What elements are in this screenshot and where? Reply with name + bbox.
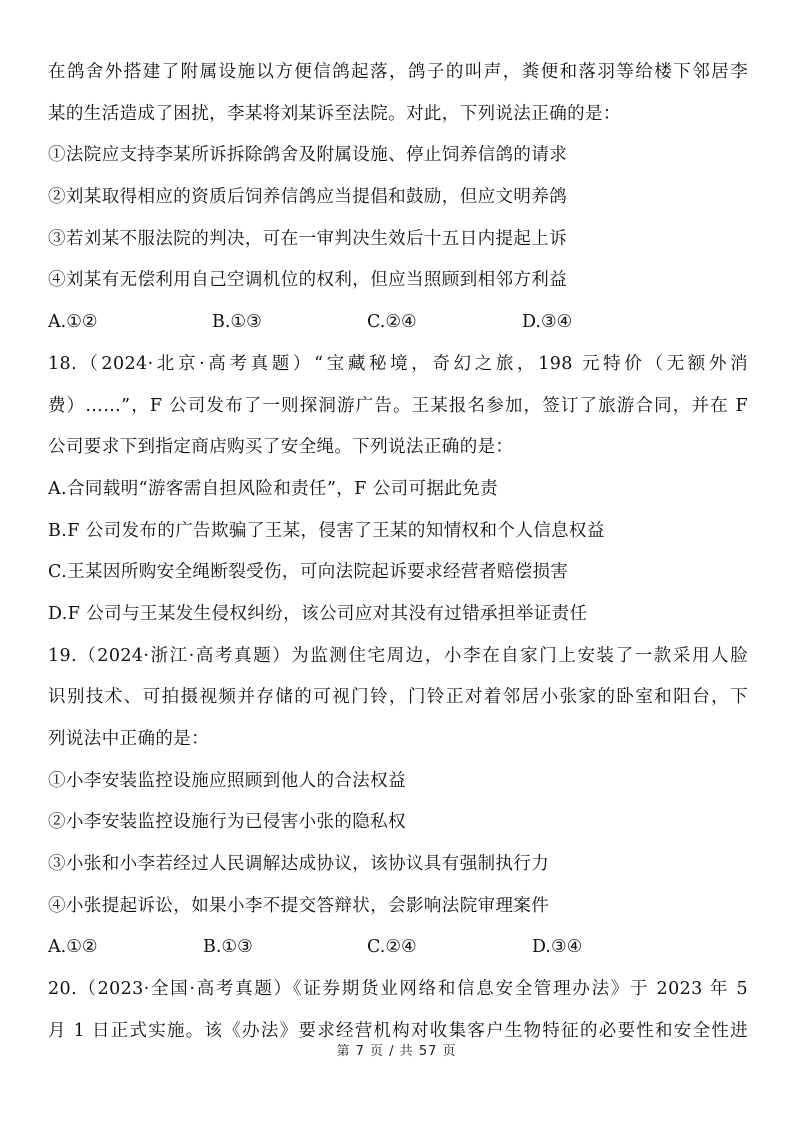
q18-option-c: C.王某因所购安全绳断裂受伤，可向法院起诉要求经营者赔偿损害 (48, 562, 569, 583)
q19-statement-3: ③小张和小李若经过人民调解达成协议，该协议具有强制执行力 (48, 854, 550, 875)
q17-options (48, 302, 748, 344)
q17-option-a: A.①② (48, 312, 98, 333)
page-content (48, 52, 748, 1053)
question-19 (48, 636, 748, 970)
q18-stem-line-1: 18.（2024·北京·高考真题）“宝藏秘境，奇幻之旅，198 元特价（无额外消 (48, 353, 748, 374)
q19-statement-4: ④小张提起诉讼，如果小李不提交答辩状，会影响法院审理案件 (48, 895, 550, 916)
q19-stem-line-1: 19.（2024·浙江·高考真题）为监测住宅周边，小李在自家门上安装了一款采用人脸 (48, 645, 748, 666)
q18-stem-line-2: 费）……”，F 公司发布了一则探洞游广告。王某报名参加，签订了旅游合同，并在 F (48, 395, 748, 416)
q17-option-c: C.②④ (367, 312, 417, 333)
q19-option-c: C.②④ (367, 937, 417, 958)
q20-stem-line-1: 20.（2023·全国·高考真题）《证券期货业网络和信息安全管理办法》于 2023 年 5 (48, 979, 748, 1000)
q19-options (48, 927, 748, 969)
q17-stem-line-2: 某的生活造成了困扰，李某将刘某诉至法院。对此，下列说法正确的是： (48, 103, 621, 124)
q19-option-b: B.①③ (203, 937, 253, 958)
q18-stem-line-3: 公司要求下到指定商店购买了安全绳。下列说法正确的是： (48, 437, 514, 458)
q17-statement-3: ③若刘某不服法院的判决，可在一审判决生效后十五日内提起上诉 (48, 228, 568, 249)
q20-stem-line-2: 月 1 日正式实施。该《办法》要求经营机构对收集客户生物特征的必要性和安全性进 (48, 1020, 748, 1041)
q19-stem-line-3: 列说法中正确的是： (48, 729, 210, 749)
q19-statement-1: ①小李安装监控设施应照顾到他人的合法权益 (48, 770, 406, 791)
q18-option-a: A.合同载明“游客需自担风险和责任”，F 公司可据此免责 (48, 478, 498, 499)
page-footer: 第 7 页 / 共 57 页 (336, 1044, 457, 1059)
q17-statement-4: ④刘某有无偿利用自己空调机位的权利，但应当照顾到相邻方利益 (48, 270, 568, 291)
q19-statement-2: ②小李安装监控设施行为已侵害小张的隐私权 (48, 812, 406, 833)
q17-statement-2: ②刘某取得相应的资质后饲养信鸽应当提倡和鼓励，但应文明养鸽 (48, 187, 568, 208)
q17-option-d: D.③④ (522, 312, 573, 333)
q17-option-b: B.①③ (212, 312, 262, 333)
q19-option-d: D.③④ (532, 937, 583, 958)
q19-stem-line-2: 识别技术、可拍摄视频并存储的可视门铃，门铃正对着邻居小张家的卧室和阳台，下 (48, 687, 748, 708)
q18-option-b: B.F 公司发布的广告欺骗了王某，侵害了王某的知情权和个人信息权益 (48, 520, 605, 541)
q18-option-d: D.F 公司与王某发生侵权纠纷，该公司应对其没有过错承担举证责任 (48, 603, 588, 624)
q17-statement-1: ①法院应支持李某所诉拆除鸽舍及附属设施、停止饲养信鸽的请求 (48, 145, 568, 166)
q19-option-a: A.①② (48, 937, 98, 958)
question-18 (48, 344, 748, 636)
q17-stem-line-1: 在鸽舍外搭建了附属设施以方便信鸽起落，鸽子的叫声，粪便和落羽等给楼下邻居李 (48, 62, 748, 82)
question-17 (48, 52, 748, 344)
